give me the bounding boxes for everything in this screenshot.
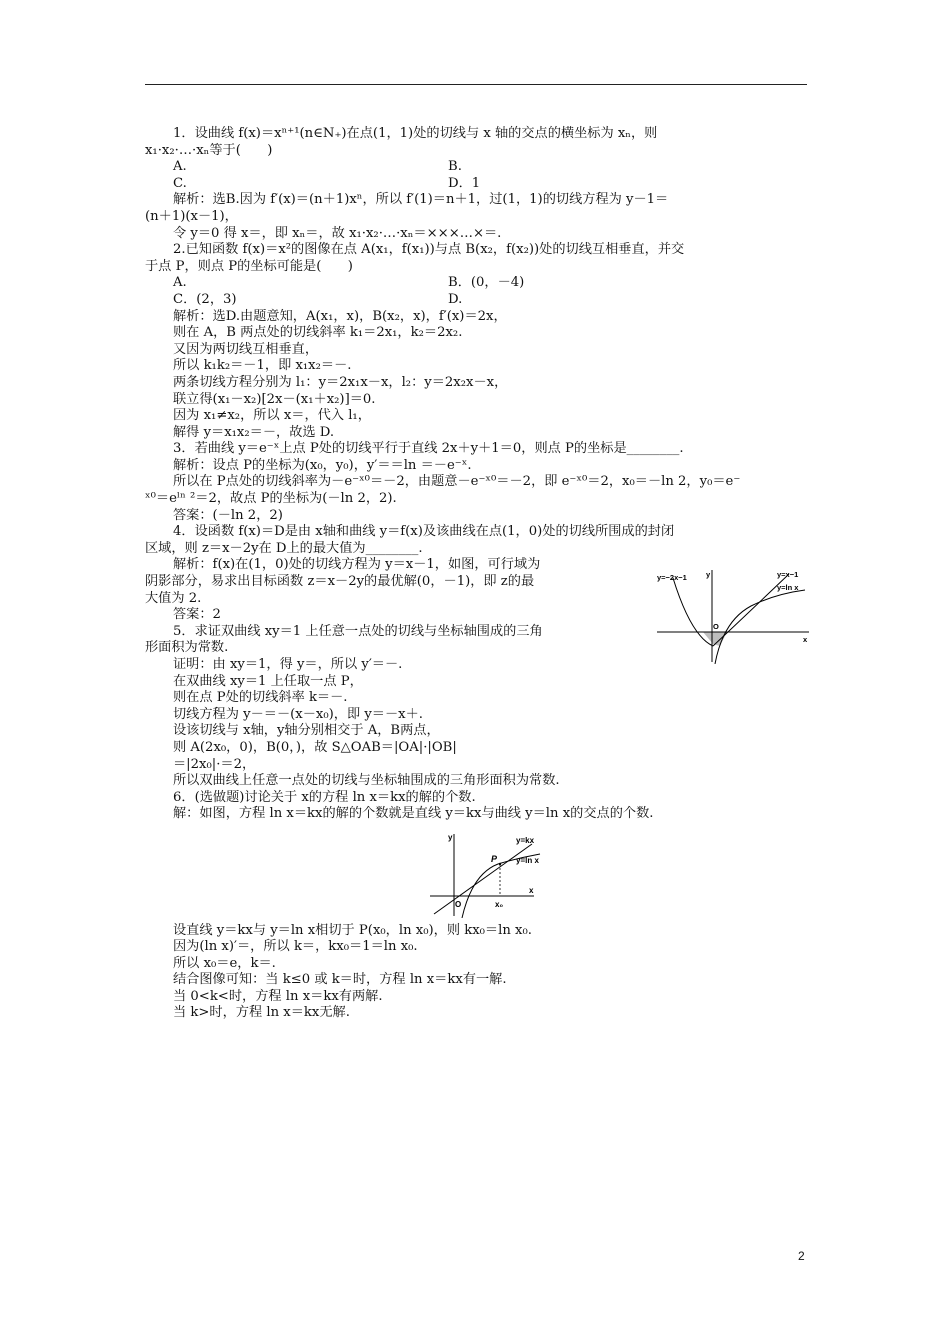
text-line: x₁·x₂·…·xₙ等于( ): [145, 142, 273, 158]
text-line: 切线方程为 y－＝－(x－x₀)，即 y＝－x＋.: [173, 706, 423, 722]
option-label: B.: [448, 159, 462, 175]
text-line: 设该切线与 x轴，y轴分别相交于 A，B两点，: [173, 723, 440, 739]
text-line: (n＋1)(x－1)，: [145, 208, 238, 224]
text-line: [145, 176, 807, 193]
option-label: A.: [173, 159, 187, 175]
text-line: 于点 P，则点 P的坐标可能是( ): [145, 258, 353, 274]
text-line: [145, 275, 807, 292]
label-y-axis: y: [448, 833, 453, 842]
text-line: 令 y＝0 得 x＝，即 xₙ＝，故 x₁·x₂·…·xₙ＝×××…×＝.: [173, 225, 502, 241]
figure-feasible-region: [655, 566, 813, 664]
text-line: 当 k>时，方程 ln x＝kx无解.: [173, 1005, 350, 1021]
label-left-line: y=−2x−1: [657, 573, 687, 582]
text-line: 解得 y＝x₁x₂＝－，故选 D.: [173, 424, 335, 440]
text-line: [145, 292, 807, 309]
text-line: 5．求证双曲线 xy＝1 上任意一点处的切线与坐标轴围成的三角: [173, 623, 543, 639]
text-line: 则 A(2x₀，0)，B(0，)，故 S△OAB＝|OA|·|OB|: [173, 739, 457, 755]
text-line: 3．若曲线 y＝e⁻ˣ上点 P处的切线平行于直线 2x＋y＋1＝0，则点 P的坐标是________.: [173, 441, 684, 457]
text-line: 解析：设点 P的坐标为(x₀，y₀)，y′＝＝ln ＝－e⁻ˣ.: [173, 457, 472, 473]
option-label: C．(2，3): [173, 291, 237, 307]
text-line: 证明：由 xy＝1，得 y＝，所以 y′＝－.: [173, 657, 403, 672]
label-origin: O: [455, 900, 462, 909]
text-line: 解析：f(x)在(1，0)处的切线方程为 y＝x－1，如图，可行域为: [173, 557, 541, 573]
text-line: 答案：2: [173, 607, 221, 623]
label-x-axis: x: [803, 635, 808, 644]
option-label: C.: [173, 175, 187, 191]
option-label: D.: [448, 291, 463, 307]
option-label: B．(0，－4): [448, 275, 525, 291]
text-line: 解析：选B.因为 f′(x)＝(n＋1)xⁿ，所以 f′(1)＝n＋1，过(1，1)的切线方程为 y－1＝: [173, 192, 669, 208]
label-y-axis: y: [706, 570, 711, 579]
text-line: 所以 x₀＝e，k＝.: [173, 955, 276, 971]
point-p: [499, 863, 501, 865]
text-line: 在双曲线 xy＝1 上任取一点 P，: [173, 673, 363, 689]
label-mid-line: y=x−1: [777, 570, 799, 579]
text-line: 阴影部分，易求出目标函数 z＝x－2y的最优解(0，－1)，即 z的最: [145, 574, 535, 590]
text-line: 则在点 P处的切线斜率 k＝－.: [173, 690, 348, 706]
figure-tangent-line: [428, 830, 548, 918]
label-ln-curve: y=ln x: [516, 856, 539, 865]
text-line: 又因为两切线互相垂直，: [173, 341, 319, 357]
text-line: ˣ⁰＝eˡⁿ ²＝2，故点 P的坐标为(－ln 2，2).: [145, 491, 397, 507]
page-number: 2: [798, 1249, 805, 1263]
text-line: 2.已知函数 f(x)＝x²的图像在点 A(x₁，f(x₁))与点 B(x₂，f(x₂))处的切线互相垂直，并交: [173, 242, 685, 258]
text-line: 所以双曲线上任意一点处的切线与坐标轴围成的三角形面积为常数.: [173, 773, 560, 789]
label-x0: x₀: [495, 900, 504, 909]
text-line: 形面积为常数.: [145, 640, 229, 656]
text-line: 大值为 2.: [145, 590, 202, 606]
text-line: 设直线 y＝kx与 y＝ln x相切于 P(x₀，ln x₀)，则 kx₀＝ln x₀.: [173, 922, 532, 938]
text-line: 6．(选做题)讨论关于 x的方程 ln x＝kx的解的个数.: [173, 789, 476, 805]
label-origin: O: [713, 622, 719, 631]
text-line: 解：如图，方程 ln x＝kx的解的个数就是直线 y＝kx与曲线 y＝ln x的交点的个数.: [173, 806, 654, 822]
option-label: D．1: [448, 175, 481, 191]
text-line: [145, 159, 807, 176]
text-line: 答案：(－ln 2，2): [173, 507, 283, 523]
text-line: 则在 A，B 两点处的切线斜率 k₁＝2x₁，k₂＝2x₂.: [173, 325, 463, 341]
text-line: 当 0<k<时，方程 ln x＝kx有两解.: [173, 988, 383, 1004]
label-kx-line: y=kx: [516, 836, 535, 845]
text-line: 因为(ln x)′＝，所以 k＝，kx₀＝1＝ln x₀.: [173, 939, 418, 955]
label-ln-curve: y=ln x: [777, 583, 799, 592]
text-line: 联立得(x₁－x₂)[2x－(x₁＋x₂)]＝0.: [173, 391, 376, 407]
text-line: 结合图像可知：当 k≤0 或 k＝时，方程 ln x＝kx有一解.: [173, 972, 507, 988]
header-rule: [145, 84, 807, 85]
text-line: 所以 k₁k₂＝－1，即 x₁x₂＝－.: [173, 358, 352, 374]
label-p: P: [491, 854, 498, 864]
text-line: 所以在 P点处的切线斜率为－e⁻ˣ⁰＝－2，由题意－e⁻ˣ⁰＝－2，即 e⁻ˣ⁰＝2，x₀＝－ln 2，y₀＝e⁻: [173, 474, 741, 490]
text-line: 4．设函数 f(x)＝D是由 x轴和曲线 y＝f(x)及该曲线在点(1，0)处的切线所围成的封闭: [173, 524, 675, 540]
label-x-axis: x: [529, 886, 534, 895]
line-y-kx: [434, 844, 532, 914]
text-line: 因为 x₁≠x₂，所以 x＝，代入 l₁，: [173, 408, 371, 424]
option-label: A.: [173, 275, 187, 291]
text-line: ＝|2x₀|·＝2，: [173, 756, 256, 772]
text-line: 解析：选D.由题意知，A(x₁，x)，B(x₂，x)，f′(x)＝2x，: [173, 308, 507, 324]
text-line: 区域，则 z＝x－2y在 D上的最大值为________.: [145, 540, 423, 556]
text-line: 1．设曲线 f(x)＝xⁿ⁺¹(n∈N₊)在点(1，1)处的切线与 x 轴的交点的横坐标为 xₙ，则: [173, 126, 658, 141]
text-line: 两条切线方程分别为 l₁：y＝2x₁x－x，l₂：y＝2x₂x－x，: [173, 374, 508, 390]
